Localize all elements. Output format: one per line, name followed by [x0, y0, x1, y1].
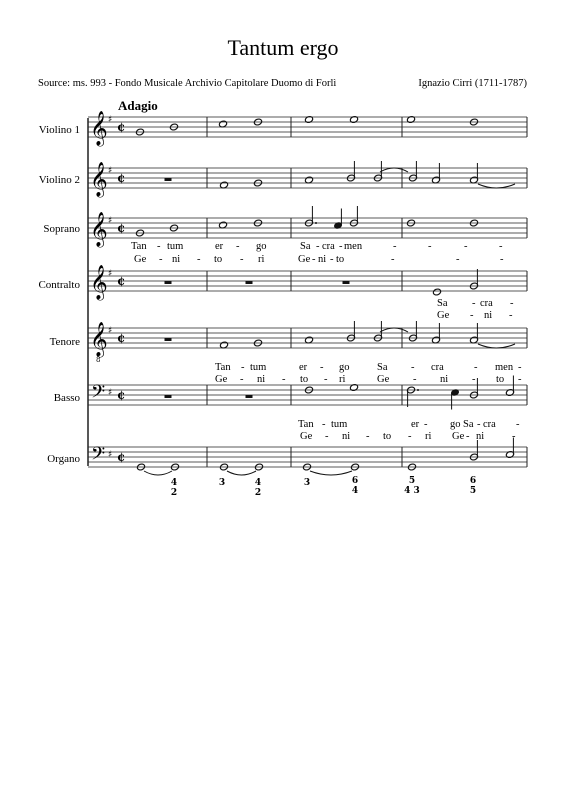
- lyric-syllable: to: [496, 374, 505, 385]
- lyric-syllable: -: [159, 254, 163, 265]
- lyric-syllable: -: [510, 298, 514, 309]
- lyric-syllable: cra: [483, 419, 496, 430]
- key-signature-sharp-icon: ♯: [108, 326, 113, 336]
- lyric-syllable: Ge: [452, 431, 465, 442]
- lyric-syllable: ni: [318, 254, 327, 265]
- tie-curve: [144, 471, 172, 475]
- lyric-syllable: -: [241, 362, 245, 373]
- lyric-syllable: ri: [425, 431, 432, 442]
- lyric-syllable: tum: [167, 241, 184, 252]
- lyric-syllable: Ge: [298, 254, 311, 265]
- lyric-syllable: -: [197, 254, 201, 265]
- lyrics-contralto: [437, 298, 514, 321]
- lyric-syllable: go: [450, 419, 461, 430]
- lyric-syllable: ni: [172, 254, 181, 265]
- figure-top: 6: [469, 476, 477, 486]
- lyric-syllable: -: [428, 241, 432, 252]
- lyric-syllable: cra: [480, 298, 493, 309]
- lyric-syllable: Ge: [437, 310, 450, 321]
- cut-time-icon: ¢: [117, 120, 126, 134]
- lyric-syllable: Ge: [215, 374, 228, 385]
- lyric-syllable: -: [236, 241, 240, 252]
- source-note: Source: ms. 993 - Fondo Musicale Archivio Capitolare Duomo di Forlì: [38, 78, 337, 89]
- octave-mark-icon: 8: [96, 356, 101, 364]
- tempo-marking: Adagio: [118, 98, 158, 113]
- tie-curve: [478, 344, 515, 348]
- figure-bottom: 2: [254, 488, 262, 498]
- lyric-syllable: Sa: [437, 298, 448, 309]
- cut-time-icon: ¢: [117, 388, 126, 402]
- figure-top: 5: [408, 476, 416, 486]
- lyric-syllable: to: [300, 374, 309, 385]
- bass-clef-icon: 𝄢: [91, 444, 106, 469]
- lyric-syllable: er: [411, 419, 420, 430]
- lyric-syllable: Ge: [300, 431, 313, 442]
- cut-time-icon: ¢: [117, 331, 126, 345]
- treble-clef-icon: 𝄞: [90, 322, 108, 357]
- lyric-syllable: men: [344, 241, 363, 252]
- lyrics-tenore: [215, 362, 522, 385]
- lyric-syllable: -: [518, 374, 522, 385]
- part-label-basso: Basso: [53, 392, 80, 404]
- figure-top: 3: [303, 478, 311, 488]
- lyric-syllable: men: [495, 362, 514, 373]
- half-rest-icon: [343, 281, 350, 284]
- bass-clef-icon: 𝄢: [91, 382, 106, 407]
- lyrics-basso: [298, 419, 520, 442]
- lyric-syllable: er: [215, 241, 224, 252]
- lyric-syllable: cra: [322, 241, 335, 252]
- lyric-syllable: -: [391, 254, 395, 265]
- lyric-syllable: Tan: [298, 419, 314, 430]
- lyric-syllable: ri: [258, 254, 265, 265]
- part-label-violino-2: Violino 2: [38, 174, 80, 186]
- lyric-syllable: -: [472, 298, 476, 309]
- lyric-syllable: -: [322, 419, 326, 430]
- lyric-syllable: -: [324, 374, 328, 385]
- figure-bottom: 5: [469, 486, 477, 496]
- lyric-syllable: -: [509, 310, 513, 321]
- lyric-syllable: Tan: [215, 362, 231, 373]
- composer-credit: Ignazio Cirri (1711-1787): [418, 78, 527, 89]
- lyric-syllable: Sa: [377, 362, 388, 373]
- lyric-syllable: -: [157, 241, 161, 252]
- lyric-syllable: -: [240, 254, 244, 265]
- lyric-syllable: er: [299, 362, 308, 373]
- tie-curve: [380, 168, 408, 172]
- treble-clef-icon: 𝄞: [90, 212, 108, 247]
- lyric-syllable: Ge: [134, 254, 147, 265]
- lyric-syllable: -: [470, 310, 474, 321]
- lyric-syllable: Sa: [300, 241, 311, 252]
- lyric-syllable: -: [320, 362, 324, 373]
- lyric-syllable: -: [466, 431, 470, 442]
- part-label-organo: Organo: [47, 453, 80, 465]
- lyric-syllable: -: [424, 419, 428, 430]
- lyric-syllable: -: [413, 374, 417, 385]
- lyric-syllable: ni: [476, 431, 485, 442]
- tie-curve: [227, 471, 256, 475]
- lyric-syllable: -: [474, 362, 478, 373]
- lyric-syllable: ri: [339, 374, 346, 385]
- part-label-contralto: Contralto: [38, 279, 80, 291]
- figure-top: 3: [218, 478, 226, 488]
- lyric-syllable: -: [408, 431, 412, 442]
- lyric-syllable: -: [312, 254, 316, 265]
- lyric-syllable: -: [477, 419, 481, 430]
- treble-clef-icon: 𝄞: [90, 111, 108, 146]
- lyric-syllable: -: [512, 431, 516, 442]
- lyric-syllable: -: [325, 431, 329, 442]
- lyric-syllable: go: [339, 362, 350, 373]
- dot: [417, 389, 419, 391]
- lyric-syllable: ni: [342, 431, 351, 442]
- tie-curve: [478, 184, 515, 188]
- lyric-syllable: Sa: [463, 419, 474, 430]
- key-signature-sharp-icon: ♯: [108, 450, 113, 460]
- part-label-tenore: Tenore: [49, 336, 80, 348]
- cut-time-icon: ¢: [117, 274, 126, 288]
- half-rest-icon: [246, 395, 253, 398]
- half-rest-icon: [165, 395, 172, 398]
- lyric-syllable: -: [282, 374, 286, 385]
- lyric-syllable: -: [339, 241, 343, 252]
- key-signature-sharp-icon: ♯: [108, 166, 113, 176]
- part-label-soprano: Soprano: [43, 223, 80, 235]
- half-note-head: [432, 288, 441, 296]
- lyric-syllable: ni: [257, 374, 266, 385]
- figure-bottom: 2: [170, 488, 178, 498]
- lyric-syllable: ni: [484, 310, 493, 321]
- lyric-syllable: -: [366, 431, 370, 442]
- dot: [315, 222, 317, 224]
- tie-curve: [310, 471, 352, 475]
- figure-bottom: 4: [351, 486, 359, 496]
- figure-top: 4: [254, 478, 262, 488]
- cut-time-icon: ¢: [117, 171, 126, 185]
- treble-clef-icon: 𝄞: [90, 265, 108, 300]
- lyric-syllable: -: [500, 254, 504, 265]
- tie-curve: [380, 328, 408, 332]
- score-title: Tantum ergo: [227, 35, 339, 60]
- cut-time-icon: ¢: [117, 221, 126, 235]
- lyric-syllable: Tan: [131, 241, 147, 252]
- lyric-syllable: -: [472, 374, 476, 385]
- figure-top: 4: [170, 478, 178, 488]
- lyric-syllable: -: [456, 254, 460, 265]
- lyrics-soprano: [131, 241, 504, 265]
- treble-clef-icon: 𝄞: [90, 162, 108, 197]
- lyric-syllable: tum: [250, 362, 267, 373]
- staves: [88, 111, 527, 469]
- lyric-syllable: to: [214, 254, 223, 265]
- lyric-syllable: Ge: [377, 374, 390, 385]
- half-rest-icon: [246, 281, 253, 284]
- key-signature-sharp-icon: ♯: [108, 388, 113, 398]
- key-signature-sharp-icon: ♯: [108, 269, 113, 279]
- figure-bottom: 4 3: [404, 486, 420, 496]
- key-signature-sharp-icon: ♯: [108, 216, 113, 226]
- lyric-syllable: -: [518, 362, 522, 373]
- lyric-syllable: -: [393, 241, 397, 252]
- lyric-syllable: -: [316, 241, 320, 252]
- part-label-violino-1: Violino 1: [38, 124, 80, 136]
- key-signature-sharp-icon: ♯: [108, 115, 113, 125]
- lyric-syllable: go: [256, 241, 267, 252]
- half-rest-icon: [165, 281, 172, 284]
- lyric-syllable: -: [330, 254, 334, 265]
- figure-top: 6: [351, 476, 359, 486]
- lyric-syllable: to: [336, 254, 345, 265]
- cut-time-icon: ¢: [117, 450, 126, 464]
- figured-bass: [171, 476, 476, 498]
- lyric-syllable: to: [383, 431, 392, 442]
- lyric-syllable: -: [411, 362, 415, 373]
- lyric-syllable: -: [464, 241, 468, 252]
- lyric-syllable: tum: [331, 419, 348, 430]
- half-rest-icon: [165, 338, 172, 341]
- lyric-syllable: -: [240, 374, 244, 385]
- lyric-syllable: cra: [431, 362, 444, 373]
- half-rest-icon: [165, 178, 172, 181]
- lyric-syllable: -: [516, 419, 520, 430]
- lyric-syllable: ni: [440, 374, 449, 385]
- lyric-syllable: -: [499, 241, 503, 252]
